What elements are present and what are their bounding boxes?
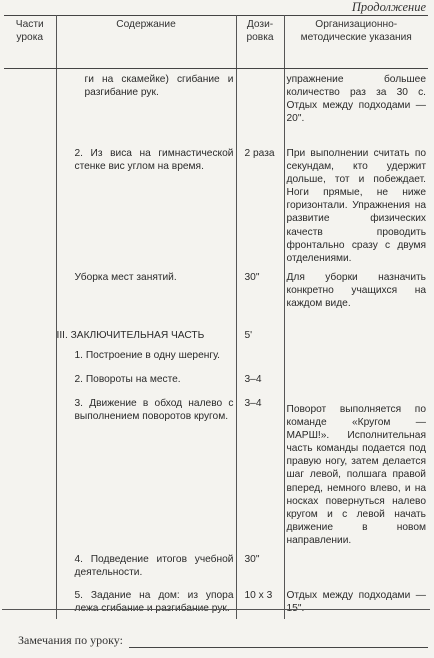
- row-dosage: 30": [236, 553, 284, 589]
- remarks-section: [18, 633, 428, 648]
- row-part: [4, 147, 56, 271]
- row-content: 1. Построение в одну шеренгу.: [56, 349, 236, 373]
- row-notes: Поворот выполняется по команде «Кругом — МАРШ!». Исполнительная часть команды подается под правую ногу, затем делается шаг левой, полшага правой вперед, немного влево, и на носках повернуться налево кругом и с левой начать движение в новом направлении.: [286, 404, 426, 546]
- row-content: Уборка мест занятий.: [56, 271, 236, 329]
- table-row: [4, 69, 428, 148]
- row-dosage: 5': [236, 329, 284, 349]
- row-notes: При выполнении считать по секундам, кто удержит дольше, тот и побеждает. Ноги прямые, не ниже горизонтали. Упражнения на развитие физических качеств проводить фронтально сразу с двумя отделениями.: [286, 148, 426, 264]
- row-notes: [284, 553, 428, 589]
- table-row: [4, 329, 428, 349]
- row-notes: Отдых между подходами — 15".: [286, 590, 426, 615]
- row-notes: Для уборки назначить конкретно учащихся на каждом виде.: [286, 272, 426, 310]
- row-notes: [284, 329, 428, 349]
- section-title: III. ЗАКЛЮЧИТЕЛЬНАЯ ЧАСТЬ: [56, 329, 236, 349]
- row-content: 2. Из виса на гимнастической стенке вис углом на время.: [56, 147, 236, 271]
- table-row: [4, 397, 428, 553]
- table-header-row: [4, 16, 428, 69]
- row-part: [4, 69, 56, 148]
- table-row: [4, 349, 428, 373]
- row-content: 4. Подведение итогов учебной деятельности.: [56, 553, 236, 589]
- row-dosage: [236, 69, 284, 148]
- row-content: 5. Задание на дом: из упора лежа сгибание и разгибание рук.: [56, 589, 236, 619]
- row-dosage: 2 раза: [236, 147, 284, 271]
- row-part: [4, 271, 56, 329]
- row-dosage: 10 х 3: [236, 589, 284, 619]
- header-dosage: Дози-ровка: [236, 16, 284, 69]
- row-dosage: 3–4: [236, 373, 284, 397]
- row-part: [4, 397, 56, 553]
- row-notes: [284, 349, 428, 373]
- footer-divider: [2, 609, 430, 610]
- continuation-label: Продолжение: [351, 0, 426, 14]
- table-row: [4, 373, 428, 397]
- header-content: Содержание: [56, 16, 236, 69]
- row-notes: упражнение большее количество раз за 30 с. Отдых между подходами — 20".: [286, 74, 426, 125]
- row-content: 3. Движение в обход налево с выполнением поворотов кругом.: [56, 397, 236, 553]
- header-parts: Части урока: [4, 16, 56, 69]
- row-dosage: 30": [236, 271, 284, 329]
- row-part: [4, 553, 56, 589]
- row-part: [4, 329, 56, 349]
- lesson-plan-table: [4, 15, 428, 619]
- remarks-label: Замечания по уроку:: [18, 633, 123, 647]
- row-dosage: 3–4: [236, 397, 284, 553]
- table-row: [4, 589, 428, 619]
- header-notes: Организационно-методические указания: [284, 16, 428, 69]
- table-row: [4, 271, 428, 329]
- row-part: [4, 349, 56, 373]
- row-part: [4, 589, 56, 619]
- table-row: [4, 553, 428, 589]
- table-row: [4, 147, 428, 271]
- row-part: [4, 373, 56, 397]
- row-notes: [284, 373, 428, 397]
- row-content: 2. Повороты на месте.: [56, 373, 236, 397]
- row-dosage: [236, 349, 284, 373]
- remarks-blank-line: [129, 636, 428, 648]
- row-content: ги на скамейке) сгибание и разгибание рук.: [56, 69, 236, 148]
